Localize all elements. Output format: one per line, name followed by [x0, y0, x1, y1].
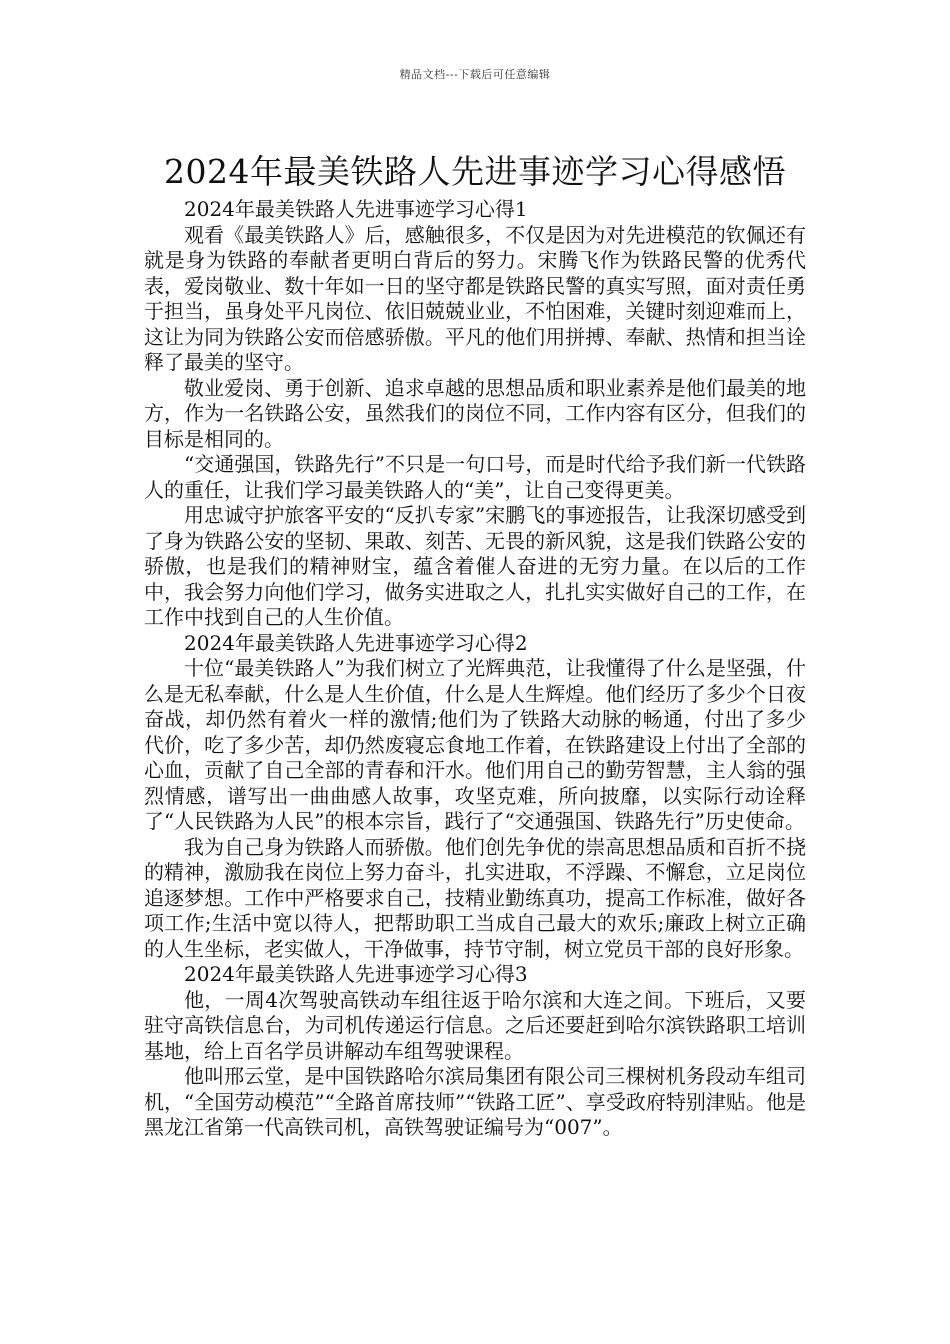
section-2-heading: 2024年最美铁路人先进事迹学习心得2	[184, 630, 528, 655]
section-1-paragraph-1: 观看《最美铁路人》后，感触很多，不仅是因为对先进模范的钦佩还有就是身为铁路的奉献者更明白背后的努力。宋腾飞作为铁路民警的优秀代表，爱岗敬业、数十年如一日的坚守都是铁路民警的真实写照，面对责任勇于担当，虽身处平凡岗位、依旧兢兢业业，不怕困难，关键时刻迎难而上，这让为同为铁路公安而倍感骄傲。平凡的他们用拼搏、奉献、热情和担当诠释了最美的坚守。	[144, 222, 806, 374]
section-3-heading: 2024年最美铁路人先进事迹学习心得3	[184, 962, 528, 986]
section-2-paragraph-2: 我为自己身为铁路人而骄傲。他们创先争优的崇高思想品质和百折不挠的精神，激励我在岗位上努力奋斗，扎实进取，不浮躁、不懈怠，立足岗位追逐梦想。工作中严格要求自己，技精业勤练真功，提高工作标准，做好各项工作;生活中宽以待人，把帮助职工当成自己最大的欢乐;廉政上树立正确的人生坐标，老实做人，干净做事，持节守制，树立党员干部的良好形象。	[144, 834, 806, 961]
section-2-paragraph-1: 十位“最美铁路人”为我们树立了光辉典范，让我懂得了什么是坚强，什么是无私奉献，什么是人生价值，什么是人生辉煌。他们经历了多少个日夜奋战，却仍然有着火一样的激情;他们为了铁路大动脉的畅通，付出了多少代价，吃了多少苦，却仍然废寝忘食地工作着，在铁路建设上付出了全部的心血，贡献了自己全部的青春和汗水。他们用自己的勤劳智慧，主人翁的强烈情感，谱写出一曲曲感人故事，攻坚克难，所向披靡，以实际行动诠释了“人民铁路为人民”的根本宗旨，践行了“交通强国、铁路先行”历史使命。	[144, 656, 806, 833]
header-note: 精品文档---下载后可任意编辑	[399, 68, 551, 81]
document-body	[144, 197, 806, 1141]
section-1-paragraph-2: 敬业爱岗、勇于创新、追求卓越的思想品质和职业素养是他们最美的地方，作为一名铁路公安，虽然我们的岗位不同，工作内容有区分，但我们的目标是相同的。	[144, 375, 806, 451]
section-1-heading: 2024年最美铁路人先进事迹学习心得1	[184, 197, 528, 221]
section-1-paragraph-4: 用忠诚守护旅客平安的“反扒专家”宋鹏飞的事迹报告，让我深切感受到了身为铁路公安的坚韧、果敢、刻苦、无畏的新风貌，这是我们铁路公安的骄傲，也是我们的精神财宝，蕴含着催人奋进的无穷力量。在以后的工作中，我会努力向他们学习，做务实进取之人，扎扎实实做好自己的工作，在工作中找到自己的人生价值。	[144, 503, 806, 629]
document-title: 2024年最美铁路人先进事迹学习心得感悟	[164, 152, 786, 192]
section-1-paragraph-3: “交通强国，铁路先行”不只是一句口号，而是时代给予我们新一代铁路人的重任，让我们学习最美铁路人的“美”，让自己变得更美。	[144, 452, 806, 502]
section-3-paragraph-2: 他叫邢云堂，是中国铁路哈尔滨局集团有限公司三棵树机务段动车组司机，“全国劳动模范”“全路首席技师”“铁路工匠”、享受政府特别津贴。他是黑龙江省第一代高铁司机，高铁驾驶证编号为“007”。	[144, 1064, 806, 1139]
section-3-paragraph-1: 他，一周4次驾驶高铁动车组往返于哈尔滨和大连之间。下班后，又要驻守高铁信息台，为司机传递运行信息。之后还要赶到哈尔滨铁路职工培训基地，给上百名学员讲解动车组驾驶课程。	[144, 987, 806, 1063]
